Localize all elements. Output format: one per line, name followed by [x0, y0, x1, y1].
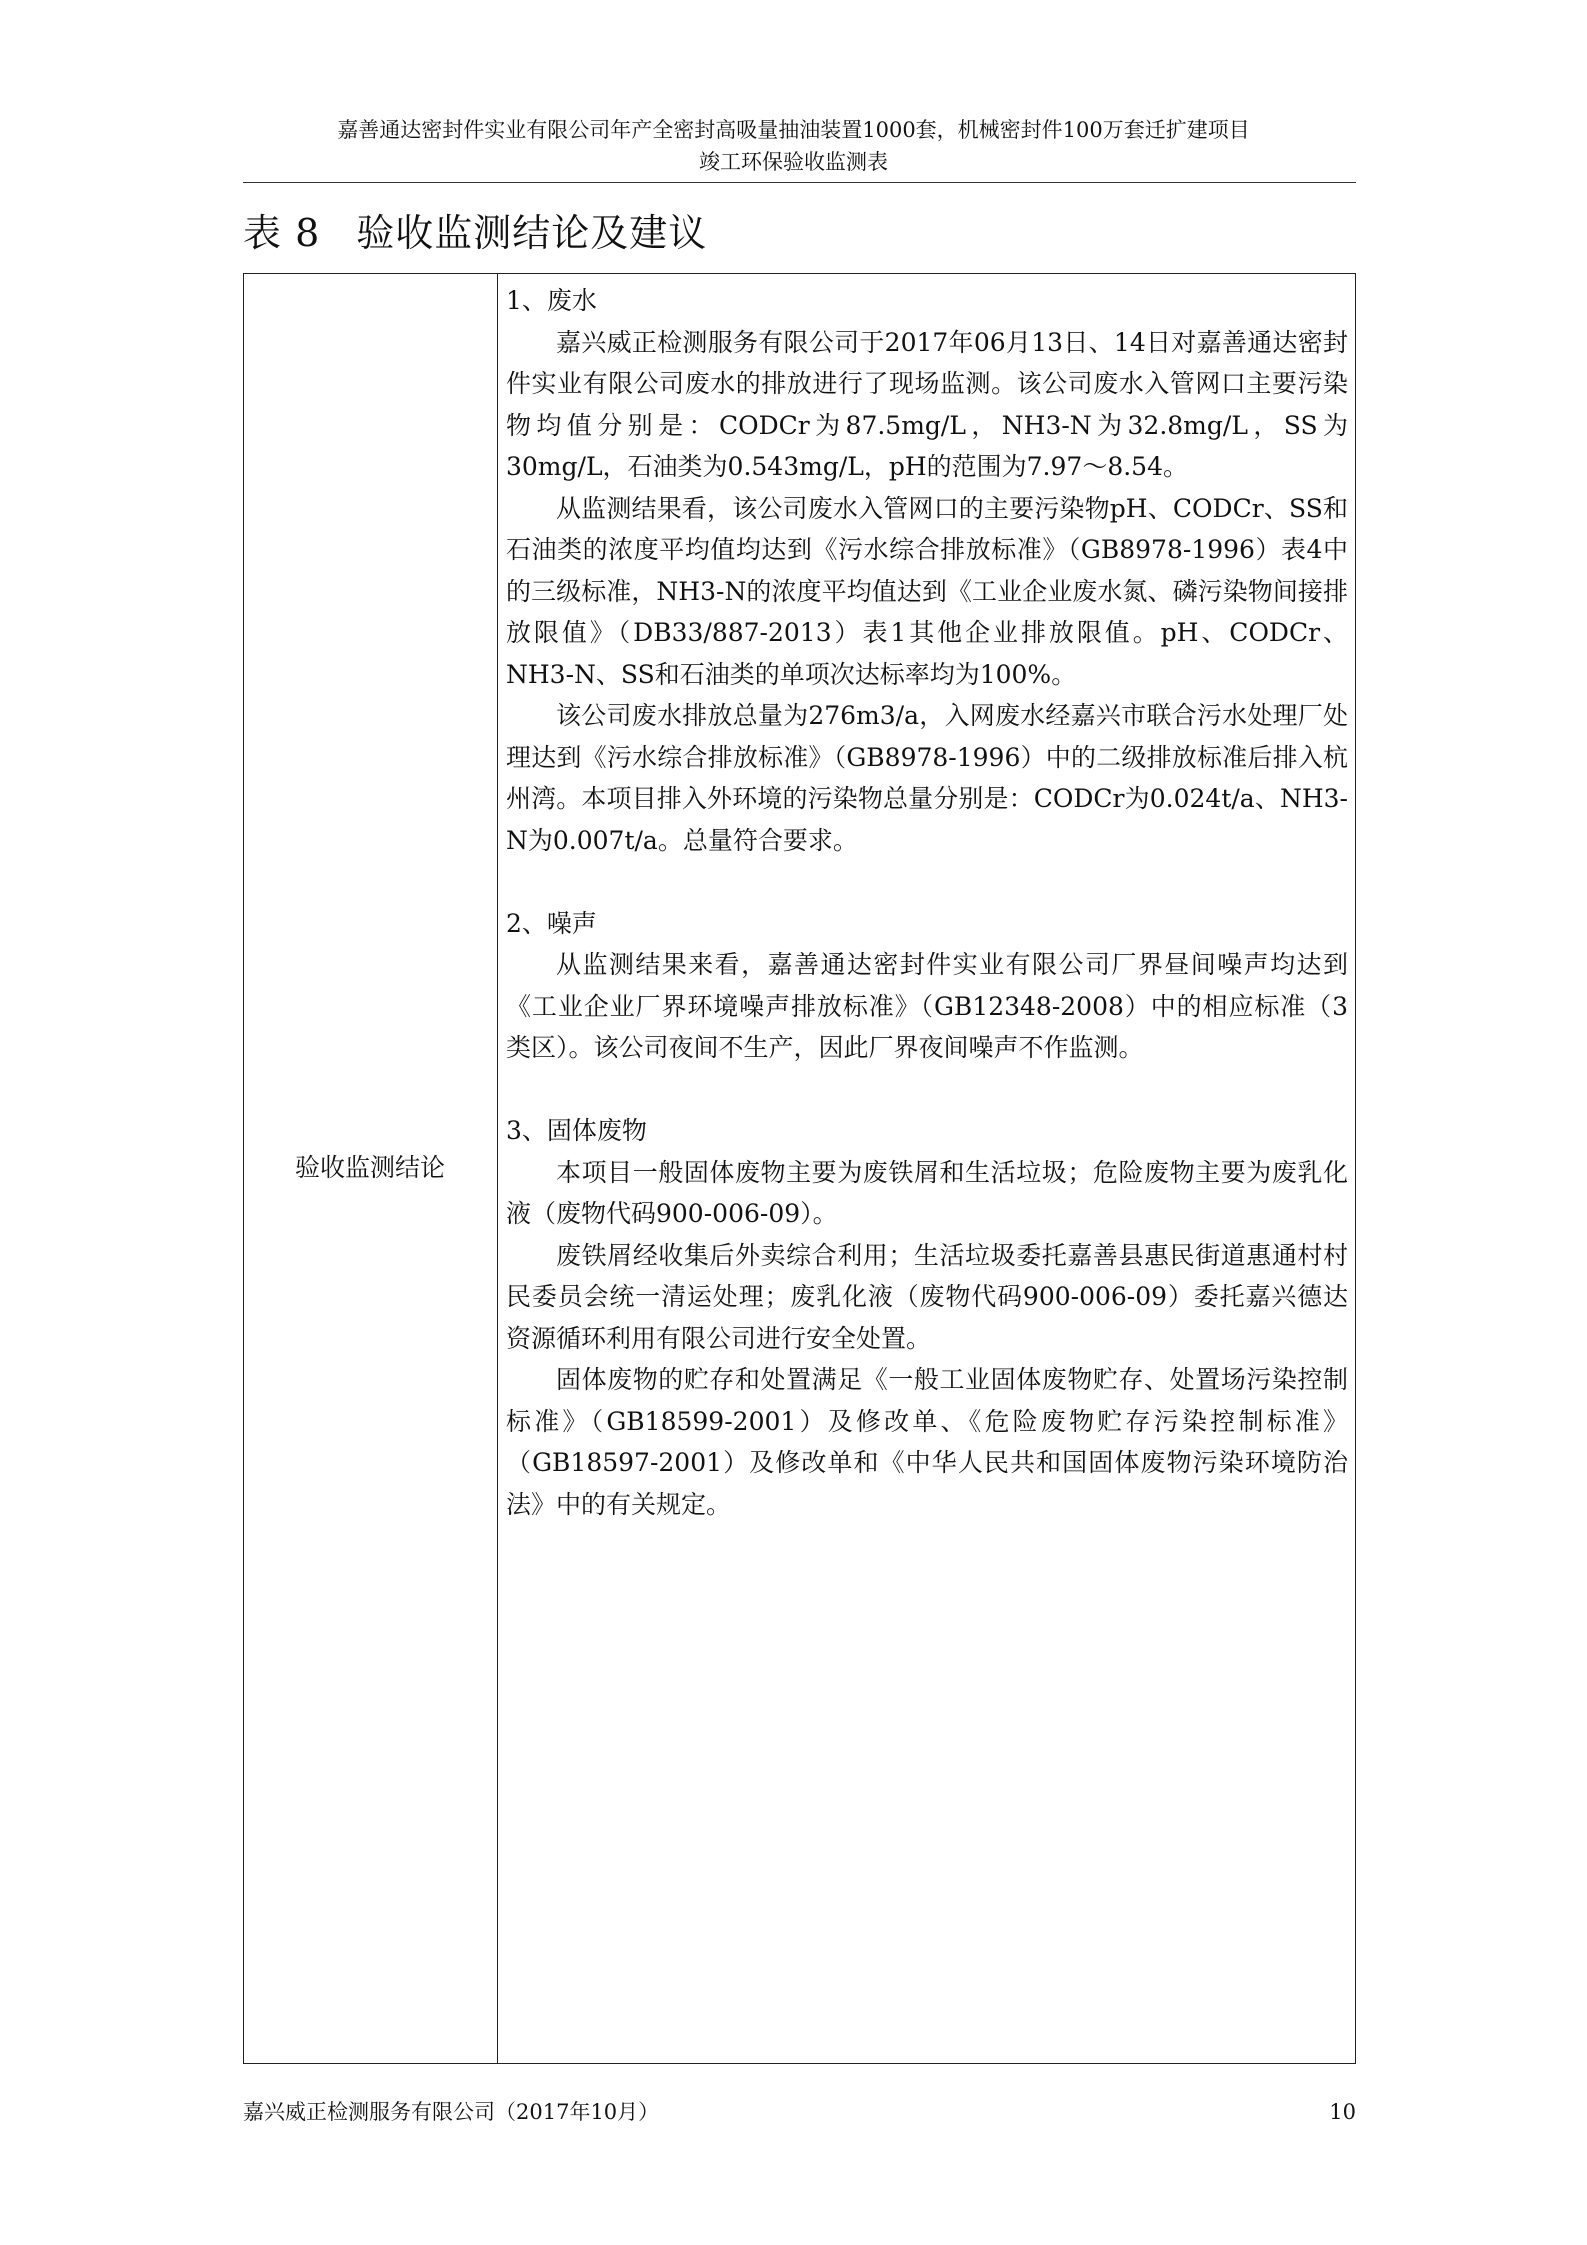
section-heading-noise: 2、噪声: [506, 908, 597, 938]
header-rule: [243, 182, 1356, 183]
table-title: [243, 208, 707, 258]
wastewater-paragraph-3: 该公司废水排放总量为276m3/a，入网废水经嘉兴市联合污水处理厂处理达到《污水综合排放标准》（GB8978-1996）中的二级排放标准后排入杭州湾。本项目排入外环境的污染物总量分别是：CODCr为0.024t/a、NH3-N为0.007t/a。总量符合要求。: [506, 701, 1348, 855]
header-report-type: 竣工环保验收监测表: [699, 150, 888, 174]
page-header: [0, 114, 1587, 178]
section-heading-solid-waste: 3、固体废物: [506, 1116, 647, 1145]
table-name: 验收监测结论及建议: [356, 211, 708, 255]
conclusion-content: [506, 280, 1348, 1525]
noise-paragraph-1: 从监测结果来看，嘉善通达密封件实业有限公司厂界昼间噪声均达到《工业企业厂界环境噪声排放标准》（GB12348-2008）中的相应标准（3类区）。该公司夜间不生产，因此厂界夜间噪声不作监测。: [506, 950, 1348, 1062]
wastewater-paragraph-2: 从监测结果看，该公司废水入管网口的主要污染物pH、CODCr、SS和石油类的浓度平均值均达到《污水综合排放标准》（GB8978-1996）表4中的三级标准，NH3-N的浓度平均值达到《工业企业废水氮、磷污染物间接排放限值》（DB33/887-2013）表1其他企业排放限值。pH、CODCr、NH3-N、SS和石油类的单项次达标率均为100%。: [506, 493, 1348, 689]
solid-waste-paragraph-1: 本项目一般固体废物主要为废铁屑和生活垃圾；危险废物主要为废乳化液（废物代码900-006-09）。: [506, 1157, 1348, 1228]
footer-company: 嘉兴威正检测服务有限公司（2017年10月）: [243, 2100, 660, 2124]
page-number: 10: [1329, 2100, 1356, 2124]
section-heading-wastewater: 1、废水: [506, 286, 597, 315]
row-label: 验收监测结论: [294, 1153, 445, 1182]
solid-waste-paragraph-3: 固体废物的贮存和处置满足《一般工业固体废物贮存、处置场污染控制标准》（GB18599-2001）及修改单、《危险废物贮存污染控制标准》（GB18597-2001）及修改单和《中华人民共和国固体废物污染环境防治法》中的有关规定。: [506, 1365, 1348, 1519]
table-column-divider: [497, 273, 498, 2064]
table-number: 表 8: [243, 211, 321, 255]
solid-waste-paragraph-2: 废铁屑经收集后外卖综合利用；生活垃圾委托嘉善县惠民街道惠通村村民委员会统一清运处理；废乳化液（废物代码900-006-09）委托嘉兴德达资源循环利用有限公司进行安全处置。: [506, 1240, 1348, 1353]
wastewater-paragraph-1: 嘉兴威正检测服务有限公司于2017年06月13日、14日对嘉善通达密封件实业有限公司废水的排放进行了现场监测。该公司废水入管网口主要污染物均值分别是：CODCr为87.5mg/L，NH3-N为32.8mg/L，SS为30mg/L，石油类为0.543mg/L，pH的范围为7.97～8.54。: [506, 327, 1348, 481]
header-project-title: 嘉善通达密封件实业有限公司年产全密封高吸量抽油装置1000套，机械密封件100万套迁扩建项目: [337, 118, 1250, 142]
